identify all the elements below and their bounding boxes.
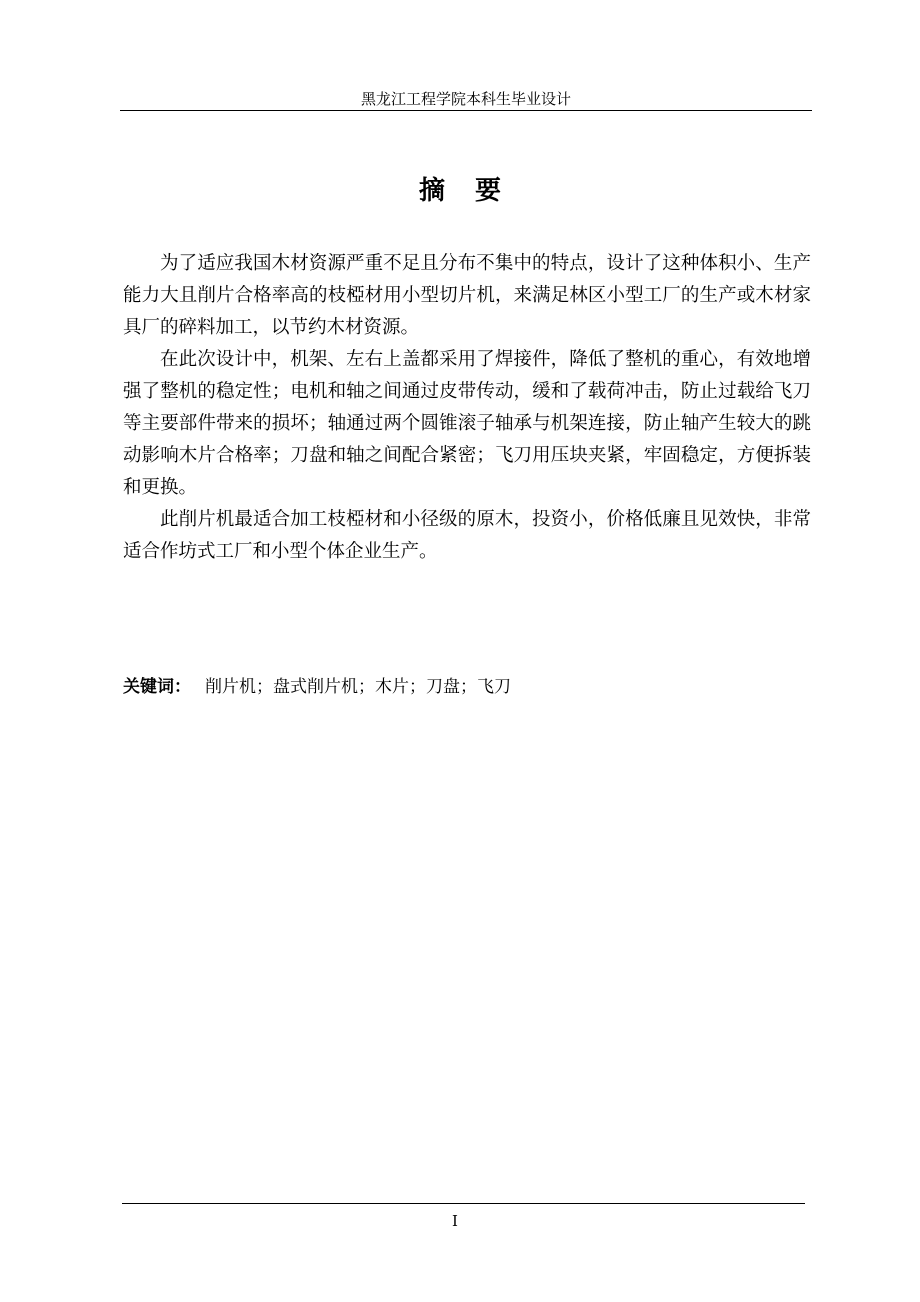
paragraph	[123, 344, 811, 504]
keywords	[123, 672, 511, 697]
text-line: 具厂的碎料加工，以节约木材资源。	[123, 317, 420, 338]
text-line: 强了整机的稳定性；电机和轴之间通过皮带传动，缓和了载荷冲击，防止过载给飞刀	[123, 381, 811, 402]
footer-rule	[122, 1203, 805, 1204]
text-line: 和更换。	[123, 477, 198, 498]
keywords-label: 关键词：	[123, 677, 191, 697]
paragraph	[123, 248, 811, 344]
keywords-list: 削片机；盘式削片机；木片；刀盘；飞刀	[205, 677, 511, 697]
page-number: I	[452, 1212, 458, 1230]
abstract-title: 摘要	[418, 176, 531, 206]
header-rule	[120, 110, 812, 111]
text-line: 为了适应我国木材资源严重不足且分布不集中的特点，设计了这种体积小、生产	[160, 253, 811, 274]
text-line: 此削片机最适合加工枝椏材和小径级的原木，投资小，价格低廉且见效快，非常	[160, 509, 811, 530]
text-line: 能力大且削片合格率高的枝椏材用小型切片机，来满足林区小型工厂的生产或木材家	[123, 285, 811, 306]
text-line: 动影响木片合格率；刀盘和轴之间配合紧密；飞刀用压块夹紧，牢固稳定，方便拆装	[123, 445, 811, 466]
running-header: 黑龙江工程学院本科生毕业设计	[360, 90, 571, 108]
text-line: 在此次设计中，机架、左右上盖都采用了焊接件，降低了整机的重心，有效地增	[160, 349, 811, 370]
text-line: 等主要部件带来的损坏；轴通过两个圆锥滚子轴承与机架连接，防止轴产生较大的跳	[123, 413, 811, 434]
abstract-body	[123, 248, 811, 568]
text-line: 适合作坊式工厂和小型个体企业生产。	[123, 541, 438, 562]
paragraph	[123, 504, 811, 568]
